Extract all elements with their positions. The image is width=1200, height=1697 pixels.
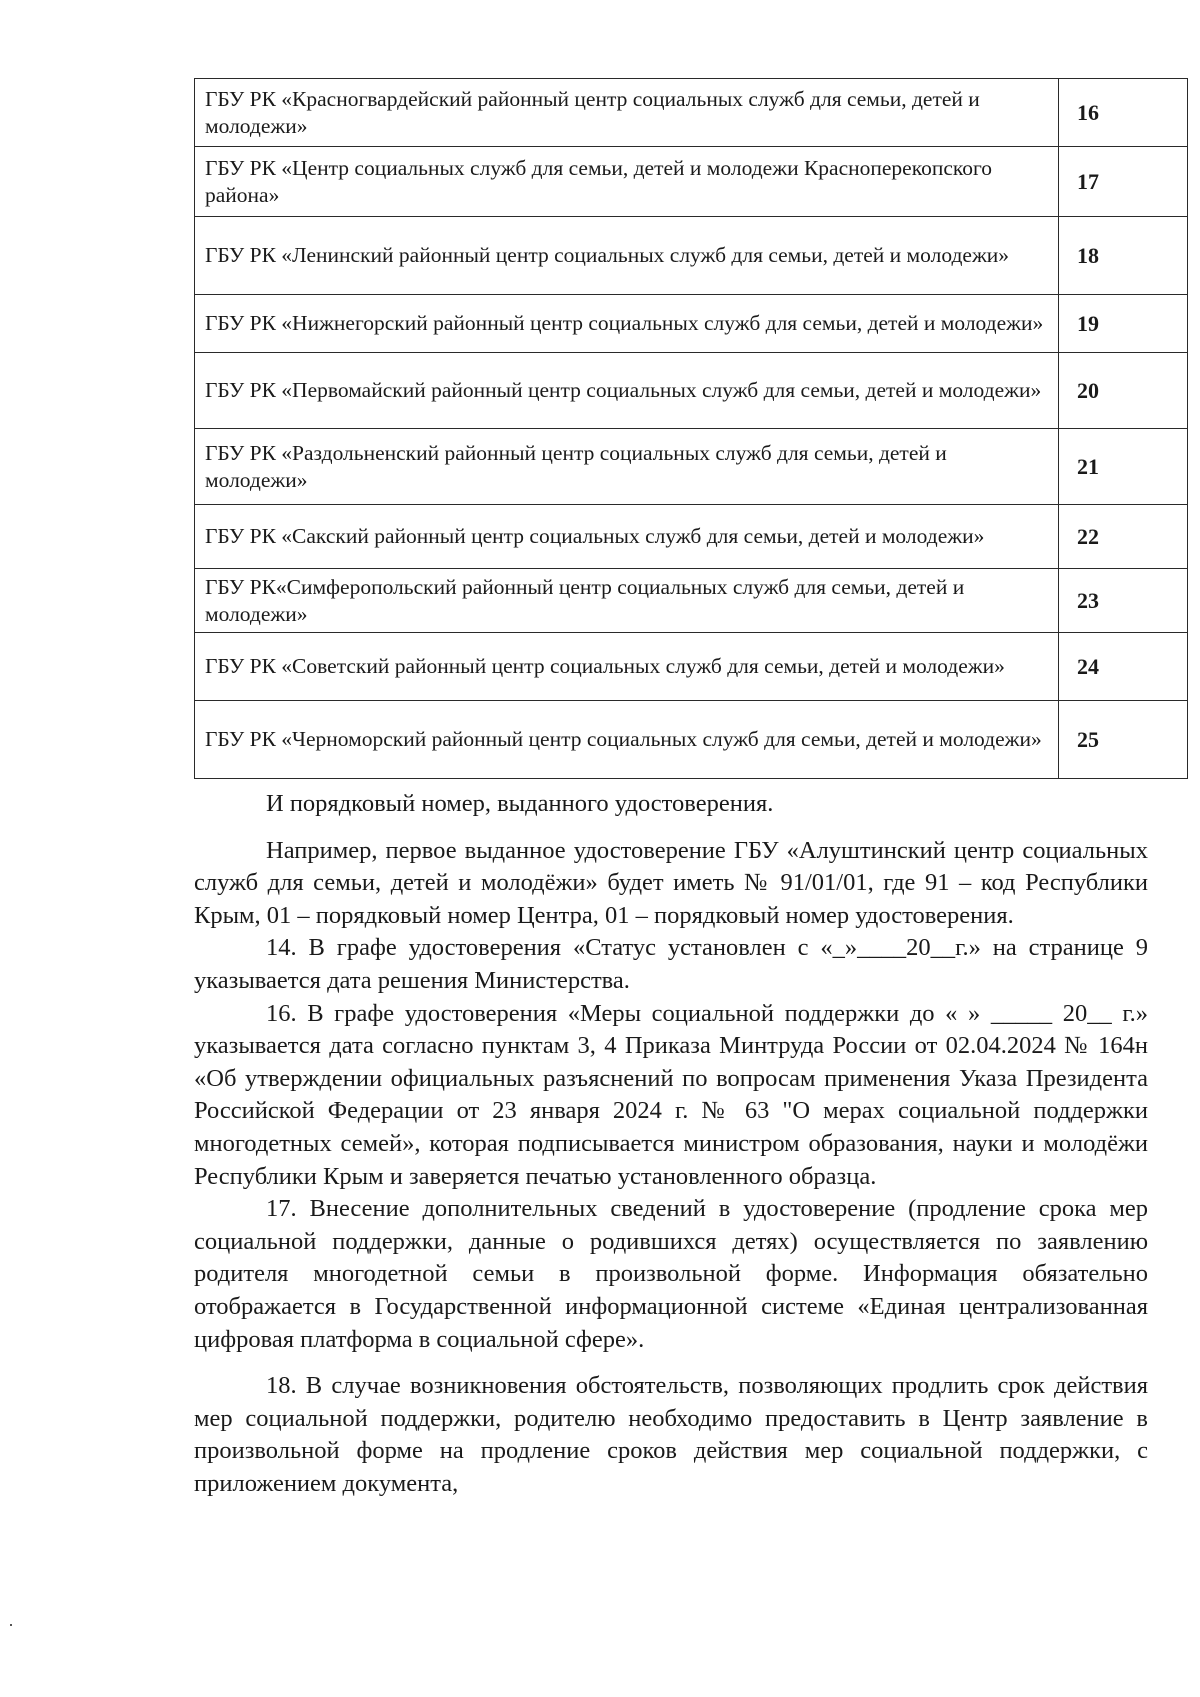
center-name: ГБУ РК «Красногвардейский районный центр социальных служб для семьи, детей и молодежи» — [195, 79, 1059, 147]
table-row — [195, 633, 1188, 701]
table-row — [195, 79, 1188, 147]
table-row — [195, 295, 1188, 353]
table-row — [195, 429, 1188, 505]
centers-table — [194, 78, 1188, 779]
center-name: ГБУ РК «Раздольненский районный центр социальных служб для семьи, детей и молодежи» — [195, 429, 1059, 505]
center-number: 19 — [1059, 295, 1188, 353]
center-name: ГБУ РК «Нижнегорский районный центр социальных служб для семьи, детей и молодежи» — [195, 295, 1059, 353]
paragraph-example: Например, первое выданное удостоверение ГБУ «Алуштинский центр социальных служб для семьи, детей и молодёжи» будет иметь № 91/01/01, где 91 – код Республики Крым, 01 – порядковый номер Центра, 01 – порядковый номер удостоверения. — [194, 836, 1148, 929]
paragraph-17: 17. Внесение дополнительных сведений в удостоверение (продление срока мер социальной поддержки, данные о родившихся детях) осуществляется по заявлению родителя многодетной семьи в произвольной форме. Информация обязательно отображается в Государственной информационной системе «Единая централизованная цифровая платформа в социальной сфере». — [194, 1195, 1148, 1353]
paragraph-16: 16. В графе удостоверения «Меры социальной поддержки до « » _____ 20__ г.» указывается дата согласно пунктам 3, 4 Приказа Минтруда России от 02.04.2024 № 164н «Об утверждении официальных разъяснений по вопросам применения Указа Президента Российской Федерации от 23 января 2024 г. № 63 "О мерах социальной поддержки многодетных семей», которая подписывается министром образования, науки и молодёжи Республики Крым и заверяется печатью установленного образца. — [194, 999, 1148, 1190]
center-number: 24 — [1059, 633, 1188, 701]
center-name: ГБУ РК «Черноморский районный центр социальных служб для семьи, детей и молодежи» — [195, 701, 1059, 779]
center-number: 22 — [1059, 505, 1188, 569]
center-number: 16 — [1059, 79, 1188, 147]
table-row — [195, 353, 1188, 429]
body-text — [194, 788, 1148, 1500]
paragraph-14: 14. В графе удостоверения «Статус установлен с «_»____20__г.» на странице 9 указывается дата решения Министерства. — [194, 934, 1148, 994]
center-name: ГБУ РК «Центр социальных служб для семьи, детей и молодежи Красноперекопского района» — [195, 147, 1059, 217]
table-row — [195, 217, 1188, 295]
center-number: 17 — [1059, 147, 1188, 217]
center-name: ГБУ РК«Симферопольский районный центр социальных служб для семьи, детей и молодежи» — [195, 569, 1059, 633]
scan-dot — [10, 1624, 12, 1626]
center-number: 23 — [1059, 569, 1188, 633]
table-row — [195, 701, 1188, 779]
center-name: ГБУ РК «Ленинский районный центр социальных служб для семьи, детей и молодежи» — [195, 217, 1059, 295]
table-row — [195, 147, 1188, 217]
center-name: ГБУ РК «Первомайский районный центр социальных служб для семьи, детей и молодежи» — [195, 353, 1059, 429]
center-number: 20 — [1059, 353, 1188, 429]
paragraph-18: 18. В случае возникновения обстоятельств, позволяющих продлить срок действия мер социальной поддержки, родителю необходимо предоставить в Центр заявление в произвольной форме на продление сроков действия мер социальной поддержки, с приложением документа, — [194, 1372, 1148, 1497]
paragraph-order-number: И порядковый номер, выданного удостоверения. — [266, 790, 774, 817]
center-name: ГБУ РК «Сакский районный центр социальных служб для семьи, детей и молодежи» — [195, 505, 1059, 569]
center-number: 25 — [1059, 701, 1188, 779]
table-row — [195, 505, 1188, 569]
table-row — [195, 569, 1188, 633]
center-number: 18 — [1059, 217, 1188, 295]
center-name: ГБУ РК «Советский районный центр социальных служб для семьи, детей и молодежи» — [195, 633, 1059, 701]
center-number: 21 — [1059, 429, 1188, 505]
